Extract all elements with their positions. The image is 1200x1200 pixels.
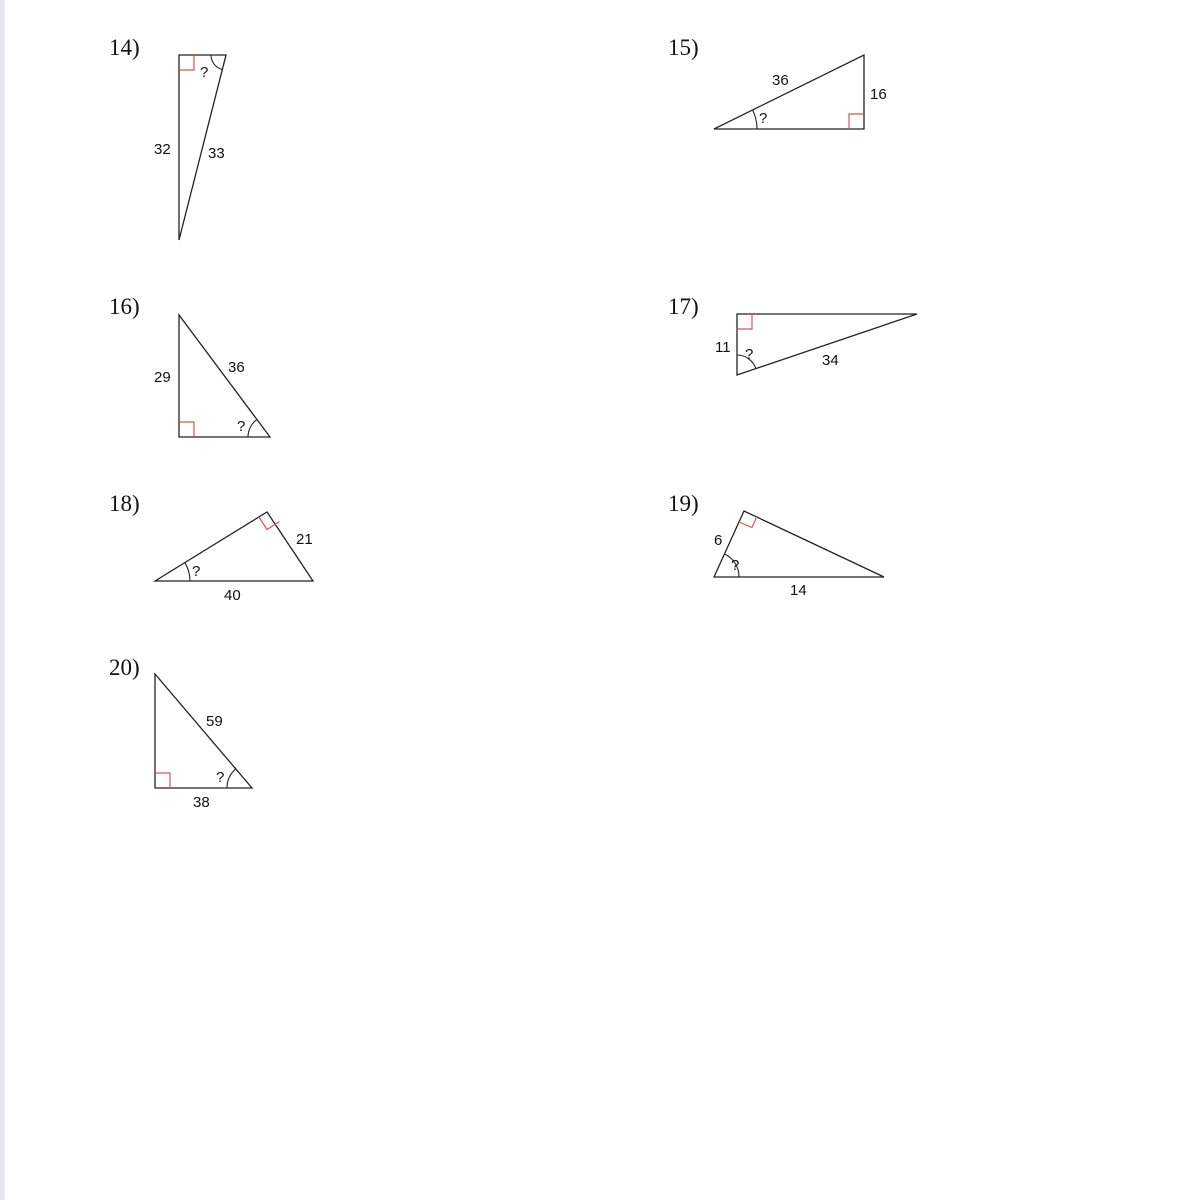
right-angle-marker [179,55,194,70]
right-angle-marker [155,773,170,788]
triangle-16 [179,315,270,437]
side-label: 36 [228,359,245,376]
side-label: 21 [296,531,313,548]
side-label: 11 [715,339,731,356]
right-angle-marker [179,422,194,437]
problem-19-figure [714,511,884,599]
right-angle-marker [737,314,752,329]
unknown-angle-label: ? [759,110,768,127]
unknown-angle-label: ? [237,418,246,435]
side-label: 32 [154,141,171,158]
problem-14-figure [154,55,226,240]
side-label: 38 [193,794,210,811]
angle-arc [248,419,257,437]
unknown-angle-label: ? [216,769,225,786]
angle-arc [185,563,190,581]
problem-17-number: 17) [668,294,699,319]
right-angle-marker [739,516,757,528]
triangle-18 [155,512,313,581]
side-label: 29 [154,369,171,386]
side-label: 6 [714,532,723,549]
problem-15-figure [714,55,887,129]
right-angle-marker [259,517,280,530]
side-label: 16 [870,86,887,103]
side-label: 40 [224,587,241,604]
right-angle-marker [849,114,864,129]
unknown-angle-label: ? [200,64,209,81]
angle-arc [227,769,236,788]
side-label: 36 [772,72,789,89]
problem-15-number: 15) [668,35,699,60]
triangle-19 [714,511,884,577]
problem-16-number: 16) [109,294,140,319]
problem-16-figure [154,315,270,437]
side-label: 14 [790,582,807,599]
unknown-angle-label: ? [192,563,201,580]
problem-20-number: 20) [109,655,140,680]
unknown-angle-label: ? [731,557,740,574]
problem-14-number: 14) [109,35,140,60]
problem-19-number: 19) [668,491,699,516]
side-label: 34 [822,352,839,369]
triangle-20 [155,674,252,788]
problem-18-number: 18) [109,491,140,516]
side-label: 59 [206,713,223,730]
angle-arc [753,110,757,129]
angle-arc [211,55,222,70]
problem-17-figure [715,314,917,375]
side-label: 33 [208,145,225,162]
problem-18-figure [155,512,313,604]
triangle-15 [714,55,864,129]
problem-20-figure [155,674,252,811]
unknown-angle-label: ? [745,346,754,363]
